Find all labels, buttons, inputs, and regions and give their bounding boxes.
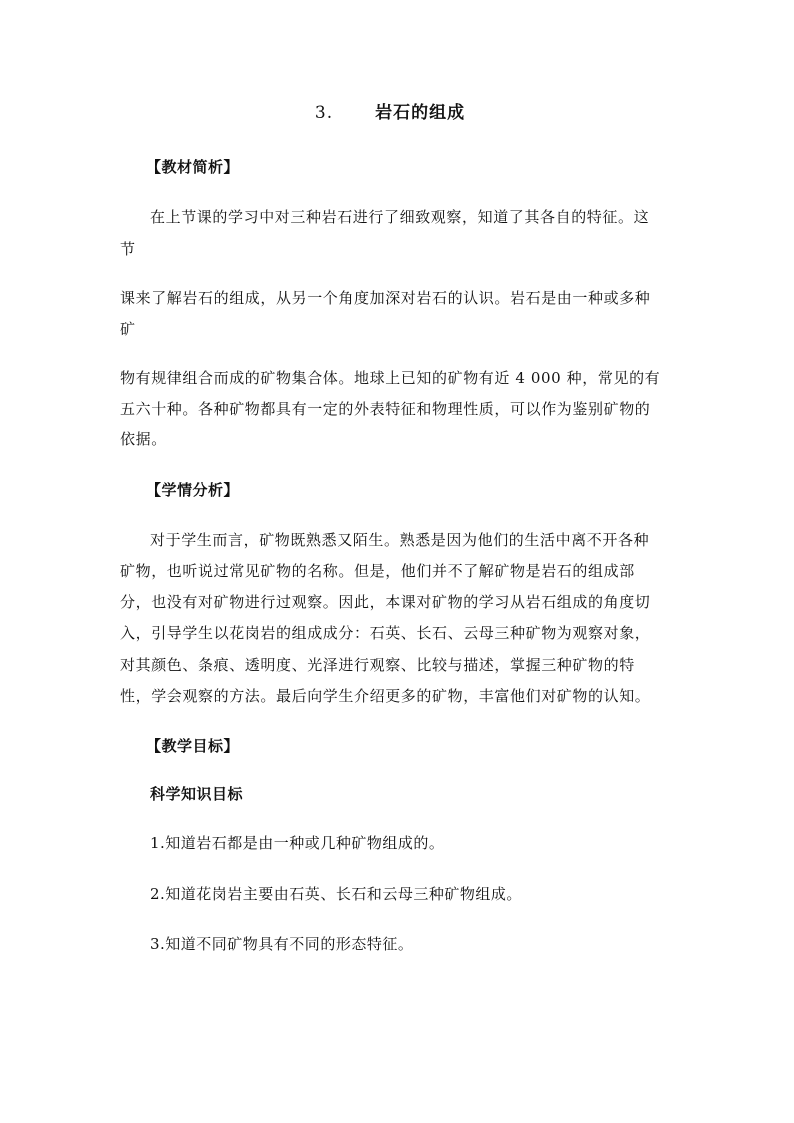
section-heading-student-analysis: 【学情分析】 <box>146 481 240 499</box>
section-heading-teaching-goals: 【教学目标】 <box>146 737 240 755</box>
paragraph-line: 课来了解岩石的组成，从另一个角度加深对岩石的认识。岩石是由一种或多种 <box>120 289 651 307</box>
paragraph-line: 物有规律组合而成的矿物集合体。地球上已知的矿物有近 4 000 种，常见的有 <box>120 369 661 387</box>
paragraph-line: 对于学生而言，矿物既熟悉又陌生。熟悉是因为他们的生活中离不开各种 <box>150 531 650 549</box>
subheading-science-knowledge-goals: 科学知识目标 <box>150 785 244 803</box>
goal-item: 2.知道花岗岩主要由石英、长石和云母三种矿物组成。 <box>150 885 522 903</box>
section-heading-textbook-analysis: 【教材简析】 <box>146 158 240 176</box>
paragraph-line: 矿 <box>120 320 136 338</box>
paragraph-line: 入，引导学生以花岗岩的组成成分：石英、长石、云母三种矿物为观察对象， <box>120 624 651 642</box>
page-title <box>0 98 794 123</box>
paragraph-line: 性，学会观察的方法。最后向学生介绍更多的矿物，丰富他们对矿物的认知。 <box>120 687 651 705</box>
paragraph-line: 对其颜色、条痕、透明度、光泽进行观察、比较与描述，掌握三种矿物的特 <box>120 656 635 674</box>
paragraph-line: 在上节课的学习中对三种岩石进行了细致观察，知道了其各自的特征。这 <box>150 208 650 226</box>
goal-item: 1.知道岩石都是由一种或几种矿物组成的。 <box>150 834 445 852</box>
title-text: 岩石的组成 <box>375 103 466 123</box>
paragraph-line: 依据。 <box>120 430 167 448</box>
goal-item: 3.知道不同矿物具有不同的形态特征。 <box>150 935 414 953</box>
paragraph-line: 五六十种。各种矿物都具有一定的外表特征和物理性质，可以作为鉴别矿物的 <box>120 400 651 418</box>
paragraph-line: 分，也没有对矿物进行过观察。因此，本课对矿物的学习从岩石组成的角度切 <box>120 593 651 611</box>
paragraph-line: 矿物，也听说过常见矿物的名称。但是，他们并不了解矿物是岩石的组成部 <box>120 562 635 580</box>
title-number: 3. <box>314 103 334 123</box>
paragraph-line: 节 <box>120 240 136 258</box>
